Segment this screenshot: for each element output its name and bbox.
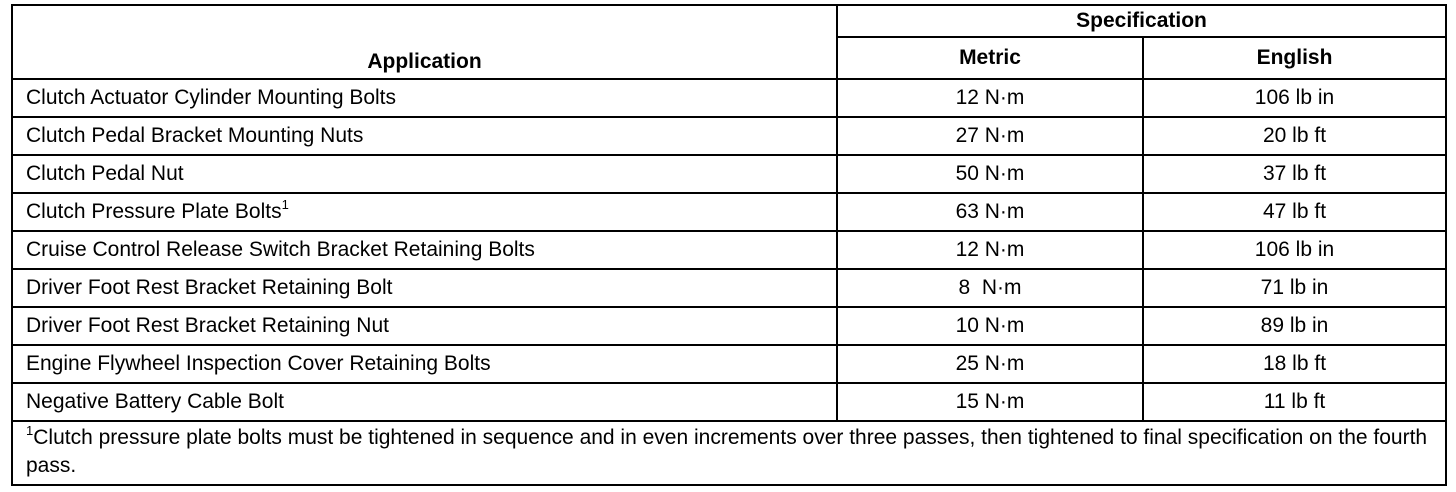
metric-cell: 25 N·m: [837, 345, 1143, 383]
english-header: English: [1143, 37, 1446, 79]
metric-cell: 63 N·m: [837, 193, 1143, 231]
english-cell: 37 lb ft: [1143, 155, 1446, 193]
application-header: Application: [12, 5, 837, 79]
metric-cell: 27 N·m: [837, 117, 1143, 155]
table-row: [12, 269, 1446, 307]
english-cell: 71 lb in: [1143, 269, 1446, 307]
footnote-marker: 1: [281, 197, 289, 212]
footnote-cell: [12, 421, 1446, 485]
metric-cell: 12 N·m: [837, 79, 1143, 117]
metric-cell: 10 N·m: [837, 307, 1143, 345]
metric-header: Metric: [837, 37, 1143, 79]
torque-specification-table: [11, 4, 1447, 486]
application-text: Clutch Pressure Plate Bolts: [26, 200, 282, 223]
footnote-number: 1: [26, 423, 34, 438]
application-cell: [12, 307, 837, 345]
metric-cell: 8 N·m: [837, 269, 1143, 307]
english-cell: 89 lb in: [1143, 307, 1446, 345]
application-text: Clutch Actuator Cylinder Mounting Bolts: [26, 86, 397, 109]
application-cell: [12, 193, 837, 231]
footnote-row: [12, 421, 1446, 485]
english-cell: 11 lb ft: [1143, 383, 1446, 421]
application-cell: [12, 345, 837, 383]
table-row: [12, 193, 1446, 231]
application-text: Driver Foot Rest Bracket Retaining Nut: [26, 314, 389, 337]
application-cell: [12, 269, 837, 307]
application-cell: [12, 231, 837, 269]
application-text: Driver Foot Rest Bracket Retaining Bolt: [26, 276, 393, 299]
table-row: [12, 383, 1446, 421]
table-row: [12, 231, 1446, 269]
table-row: [12, 155, 1446, 193]
metric-cell: 12 N·m: [837, 231, 1143, 269]
application-cell: [12, 155, 837, 193]
english-cell: 106 lb in: [1143, 79, 1446, 117]
application-cell: [12, 79, 837, 117]
application-text: Clutch Pedal Bracket Mounting Nuts: [26, 124, 364, 147]
application-text: Cruise Control Release Switch Bracket Retaining Bolts: [26, 238, 535, 261]
table-row: [12, 117, 1446, 155]
table-row: [12, 79, 1446, 117]
table-row: [12, 345, 1446, 383]
english-cell: 106 lb in: [1143, 231, 1446, 269]
application-text: Clutch Pedal Nut: [26, 162, 184, 185]
footnote-text: Clutch pressure plate bolts must be tightened in sequence and in even increments over three passes, then tightened to final specification on the fourth pass.: [26, 426, 1428, 477]
metric-cell: 15 N·m: [837, 383, 1143, 421]
table-row: [12, 307, 1446, 345]
english-cell: 20 lb ft: [1143, 117, 1446, 155]
application-text: Engine Flywheel Inspection Cover Retaining Bolts: [26, 352, 491, 375]
specification-header: Specification: [837, 5, 1446, 37]
application-text: Negative Battery Cable Bolt: [26, 390, 284, 413]
english-cell: 47 lb ft: [1143, 193, 1446, 231]
english-cell: 18 lb ft: [1143, 345, 1446, 383]
application-cell: [12, 383, 837, 421]
metric-cell: 50 N·m: [837, 155, 1143, 193]
application-cell: [12, 117, 837, 155]
